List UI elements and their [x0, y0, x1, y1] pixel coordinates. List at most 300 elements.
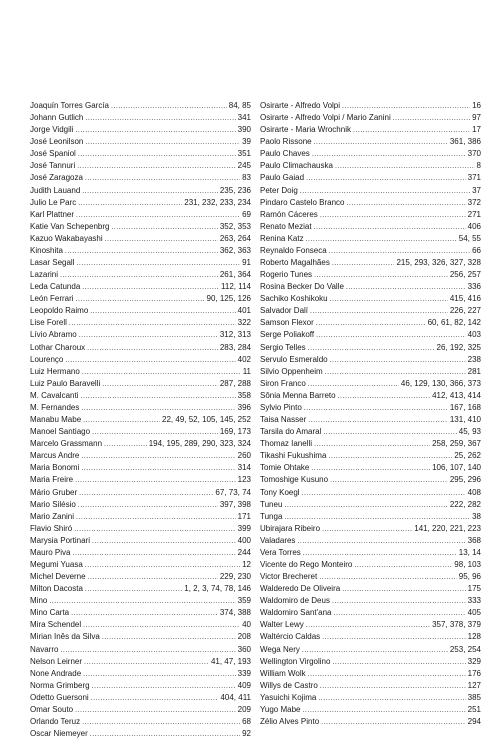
artist-name: Kinoshita	[30, 245, 63, 255]
page-numbers: 235, 236	[219, 185, 251, 195]
page-numbers: 244	[237, 547, 251, 557]
index-entry	[260, 317, 481, 329]
page-numbers: 358	[237, 390, 251, 400]
artist-name: Manoel Santiago	[30, 427, 91, 437]
index-entry	[30, 124, 251, 136]
index-entry	[30, 474, 251, 486]
artist-name: Tarsila do Amaral	[260, 427, 322, 437]
index-entry	[260, 704, 481, 716]
page-numbers: 401	[237, 306, 251, 316]
artist-name: Paulo Gaiad	[260, 173, 305, 183]
artist-name: José Tannuri	[30, 161, 76, 171]
page-numbers: 12	[242, 559, 251, 569]
index-entry	[260, 281, 481, 293]
dot-leader	[328, 451, 452, 462]
page-numbers: 399	[237, 523, 251, 533]
dot-leader	[75, 705, 236, 716]
artist-name: Sachiko Koshikoku	[260, 294, 328, 304]
dot-leader	[311, 463, 430, 474]
page-numbers: 294	[467, 716, 481, 726]
page-numbers: 215, 293, 326, 327, 328	[396, 258, 481, 268]
page-numbers: 314	[237, 463, 251, 473]
artist-name: Mino Carta	[30, 608, 70, 618]
index-entry	[260, 269, 481, 281]
dot-leader	[71, 608, 218, 619]
page-numbers: 84, 85	[228, 101, 251, 110]
page-numbers: 66	[472, 245, 481, 255]
index-entry	[260, 233, 481, 245]
index-entry	[30, 209, 251, 221]
index-entry	[30, 438, 251, 450]
dot-leader	[102, 632, 236, 643]
index-entry	[30, 233, 251, 245]
dot-leader	[308, 669, 466, 680]
index-entry	[260, 462, 481, 474]
page-numbers: 361, 386	[449, 137, 481, 147]
artist-name: Roberto Magalhães	[260, 258, 330, 268]
dot-leader	[82, 367, 241, 378]
dot-leader	[82, 717, 240, 728]
page-numbers: 16	[472, 101, 481, 110]
artist-name: Waldomiro Sant'ana	[260, 608, 332, 618]
artist-name: Zélio Alves Pinto	[260, 716, 320, 726]
artist-name: Ubirajara Ribeiro	[260, 523, 321, 533]
artist-name: Navarro	[30, 644, 59, 654]
index-entry	[260, 378, 481, 390]
page-numbers: 385	[467, 692, 481, 702]
artist-name: Leda Catunda	[30, 282, 81, 292]
dot-leader	[335, 161, 475, 172]
artist-name: Willys de Castro	[260, 680, 318, 690]
index-entry	[260, 559, 481, 571]
index-entry	[260, 680, 481, 692]
dot-leader	[82, 186, 218, 197]
index-entry	[260, 426, 481, 438]
index-entry	[260, 354, 481, 366]
dot-leader	[84, 657, 209, 668]
dot-leader	[320, 210, 466, 221]
artist-name: Tomoshige Kusuno	[260, 475, 329, 485]
page-numbers: 11	[242, 366, 251, 376]
index-entry	[260, 305, 481, 317]
dot-leader	[105, 234, 218, 245]
dot-leader	[72, 548, 235, 559]
index-entry	[30, 414, 251, 426]
index-entry	[260, 402, 481, 414]
dot-leader	[91, 693, 219, 704]
artist-name: Servulo Esmeraldo	[260, 354, 328, 364]
artist-name: Marcelo Grassmann	[30, 439, 103, 449]
page-numbers: 123	[237, 475, 251, 485]
dot-leader	[321, 717, 466, 728]
index-entry	[260, 450, 481, 462]
dot-leader	[65, 246, 218, 257]
dot-leader	[308, 415, 448, 426]
artist-name: Osirarte - Alfredo Volpi / Mario Zanini	[260, 113, 391, 123]
index-entry	[30, 595, 251, 607]
dot-leader	[316, 330, 466, 341]
index-entry	[30, 281, 251, 293]
index-entry	[30, 547, 251, 559]
dot-leader	[87, 343, 218, 354]
artist-name: Vicente do Rego Monteiro	[260, 559, 353, 569]
dot-leader	[302, 488, 466, 499]
index-entry	[260, 124, 481, 136]
artist-name: Kazuo Wakabayashi	[30, 233, 103, 243]
index-entry	[260, 595, 481, 607]
page-numbers: 360	[237, 644, 251, 654]
dot-leader	[332, 596, 466, 607]
page-numbers: 54, 55	[458, 233, 481, 243]
page-numbers: 406	[467, 221, 481, 231]
dot-leader	[300, 186, 470, 197]
index-entry	[260, 644, 481, 656]
page-numbers: 40	[242, 620, 251, 630]
artist-name: Omar Souto	[30, 704, 74, 714]
page-numbers: 415, 416	[449, 294, 481, 304]
page-numbers: 372	[467, 197, 481, 207]
index-entry	[30, 668, 251, 680]
page-numbers: 22, 49, 52, 105, 145, 252	[162, 415, 251, 425]
dot-leader	[75, 125, 235, 136]
dot-leader	[85, 584, 182, 595]
index-entry	[30, 487, 251, 499]
page-numbers: 362, 363	[219, 245, 251, 255]
artist-name: Yasuichi Kojima	[260, 692, 317, 702]
index-entry	[260, 197, 481, 209]
index-entry	[30, 305, 251, 317]
dot-leader	[81, 403, 235, 414]
dot-leader	[90, 306, 235, 317]
dot-leader	[354, 560, 452, 571]
artist-name: Mira Schendel	[30, 620, 82, 630]
page-numbers: 336	[467, 282, 481, 292]
page-numbers: 329	[467, 656, 481, 666]
artist-name: Lise Forell	[30, 318, 67, 328]
index-entry	[30, 185, 251, 197]
artist-name: M. Cavalcanti	[30, 390, 79, 400]
page-numbers: 253, 254	[449, 644, 481, 654]
page-numbers: 208	[237, 632, 251, 642]
index-entry	[30, 197, 251, 209]
artist-name: Lothar Charoux	[30, 342, 86, 352]
artist-name: Wega Nery	[260, 644, 300, 654]
dot-leader	[329, 246, 470, 257]
page-numbers: 251	[467, 704, 481, 714]
dot-leader	[83, 415, 160, 426]
index-entry	[260, 414, 481, 426]
page-numbers: 69	[242, 209, 251, 219]
dot-leader	[69, 318, 236, 329]
artist-name: Renina Katz	[260, 233, 304, 243]
page-numbers: 98, 103	[454, 559, 481, 569]
dot-leader	[312, 149, 466, 160]
dot-leader	[338, 391, 430, 402]
page-numbers: 83	[242, 173, 251, 183]
artist-name: Walter Lewy	[260, 620, 304, 630]
index-entry	[30, 402, 251, 414]
artist-name: Lourenço	[30, 354, 64, 364]
artist-name: Victor Brecheret	[260, 572, 318, 582]
index-entry	[30, 499, 251, 511]
index-entry	[30, 656, 251, 668]
artist-name: Mario Zanini	[30, 511, 75, 521]
artist-name: Nelson Leirner	[30, 656, 83, 666]
artist-name: Paulo Climachauska	[260, 161, 333, 171]
index-entry	[30, 221, 251, 233]
dot-leader	[306, 620, 430, 631]
artist-name: Marcus Andre	[30, 451, 80, 461]
artist-name: Maria Bonomi	[30, 463, 80, 473]
artist-name: Renato Meziat	[260, 221, 312, 231]
artist-name: José Zaragoza	[30, 173, 83, 183]
dot-leader	[78, 500, 218, 511]
page-numbers: 287, 288	[219, 378, 251, 388]
page-numbers: 8	[476, 161, 481, 171]
page-numbers: 67, 73, 74	[215, 487, 251, 497]
index-entry	[260, 136, 481, 148]
page-numbers: 128	[467, 632, 481, 642]
page-numbers: 38	[472, 511, 481, 521]
page-numbers: 412, 413, 414	[432, 390, 481, 400]
index-entry	[30, 317, 251, 329]
artist-name: Joaquín Torres García	[30, 101, 110, 110]
index-entry	[260, 438, 481, 450]
artist-name: Peter Doig	[260, 185, 298, 195]
dot-leader	[314, 222, 466, 233]
index-entry	[260, 209, 481, 221]
index-entry	[30, 523, 251, 535]
dot-leader	[76, 294, 205, 305]
page-numbers: 37	[472, 185, 481, 195]
index-entry	[260, 571, 481, 583]
page-numbers: 368	[467, 535, 481, 545]
page-numbers: 333	[467, 596, 481, 606]
dot-leader	[330, 294, 448, 305]
page-numbers: 402	[237, 354, 251, 364]
dot-leader	[325, 367, 466, 378]
page-numbers: 374, 388	[219, 608, 251, 618]
artist-name: Katie Van Schepenbrg	[30, 221, 110, 231]
page-numbers: 260	[237, 451, 251, 461]
dot-leader	[83, 620, 240, 631]
artist-name: Sylvio Pinto	[260, 402, 302, 412]
index-entry	[260, 172, 481, 184]
index-entry	[260, 148, 481, 160]
page-numbers: 45, 93	[458, 427, 481, 437]
artist-name: Michel Deverne	[30, 572, 86, 582]
dot-leader	[393, 113, 470, 124]
index-entry	[30, 704, 251, 716]
artist-name: Tikashi Fukushima	[260, 451, 327, 461]
page-numbers: 370	[467, 149, 481, 159]
dot-leader	[102, 379, 218, 390]
dot-leader	[319, 572, 457, 583]
index-entry	[260, 692, 481, 704]
page-numbers: 397, 398	[219, 499, 251, 509]
index-entry	[30, 293, 251, 305]
index-entry	[260, 523, 481, 535]
artist-name: Reynaldo Fonseca	[260, 245, 327, 255]
index-entry	[260, 668, 481, 680]
page-numbers: 404, 411	[220, 692, 251, 702]
index-entry	[30, 378, 251, 390]
artist-name: José Spaniol	[30, 149, 76, 159]
page-numbers: 13, 14	[458, 547, 481, 557]
artist-name: Luiz Hermano	[30, 366, 80, 376]
artist-name: Wellington Virgolino	[260, 656, 331, 666]
index-entry	[260, 221, 481, 233]
page-numbers: 92	[242, 729, 251, 739]
index-entry	[260, 329, 481, 341]
page-numbers: 169, 173	[219, 427, 251, 437]
page-numbers: 127	[467, 680, 481, 690]
dot-leader	[79, 330, 218, 341]
artist-name: Tunga	[260, 511, 283, 521]
page-numbers: 341	[237, 113, 251, 123]
dot-leader	[85, 560, 240, 571]
page-numbers: 41, 47, 193	[210, 656, 251, 666]
index-entry	[260, 547, 481, 559]
index-entry	[30, 680, 251, 692]
index-entry	[260, 607, 481, 619]
page-numbers: 175	[467, 584, 481, 594]
dot-leader	[306, 234, 457, 245]
page-numbers: 90, 125, 126	[206, 294, 251, 304]
index-entry	[30, 112, 251, 124]
artist-name: Ramón Cáceres	[260, 209, 318, 219]
artist-name: Mário Gruber	[30, 487, 78, 497]
page-numbers: 97	[472, 113, 481, 123]
index-entry	[30, 559, 251, 571]
page-numbers: 263, 264	[219, 233, 251, 243]
page-numbers: 371	[467, 173, 481, 183]
dot-leader	[104, 439, 147, 450]
artist-name: Waldomiro de Deus	[260, 596, 330, 606]
dot-leader	[334, 608, 466, 619]
dot-leader	[111, 101, 227, 112]
index-entry	[30, 269, 251, 281]
dot-leader	[78, 198, 182, 209]
index-entry	[260, 257, 481, 269]
dot-leader	[85, 113, 235, 124]
artist-name: Paulo Chaves	[260, 149, 310, 159]
index-entry	[30, 100, 251, 112]
index-entry	[260, 631, 481, 643]
index-entry	[260, 487, 481, 499]
dot-leader	[60, 645, 235, 656]
artist-name: Silvio Oppenheim	[260, 366, 323, 376]
dot-leader	[92, 536, 236, 547]
index-entry	[30, 148, 251, 160]
page-numbers: 283, 284	[219, 342, 251, 352]
index-entry	[260, 342, 481, 354]
index-entry	[30, 366, 251, 378]
dot-leader	[302, 645, 448, 656]
page-numbers: 261, 364	[219, 270, 251, 280]
page-numbers: 312, 313	[219, 330, 251, 340]
page-numbers: 352, 353	[219, 221, 251, 231]
index-entry	[30, 511, 251, 523]
dot-leader	[76, 512, 236, 523]
dot-leader	[81, 451, 235, 462]
dot-leader	[60, 270, 218, 281]
page-numbers: 46, 129, 130, 366, 373	[400, 378, 481, 388]
dot-leader	[318, 693, 465, 704]
dot-leader	[297, 536, 465, 547]
page-numbers: 95, 96	[458, 572, 481, 582]
dot-leader	[111, 222, 217, 233]
page-numbers: 167, 168	[449, 402, 481, 412]
dot-leader	[78, 149, 236, 160]
index-entry	[30, 172, 251, 184]
dot-leader	[49, 596, 235, 607]
artist-name: Paolo Rissone	[260, 137, 312, 147]
dot-leader	[77, 161, 235, 172]
page-numbers: 245	[237, 161, 251, 171]
artist-name: Pindaro Castelo Branco	[260, 197, 345, 207]
index-entry	[30, 644, 251, 656]
page-numbers: 25, 262	[454, 451, 481, 461]
page-numbers: 141, 220, 221, 223	[414, 523, 481, 533]
dot-leader	[308, 343, 435, 354]
index-entry	[30, 342, 251, 354]
page-numbers: 271	[467, 209, 481, 219]
artist-name: Leopoldo Raimo	[30, 306, 89, 316]
artist-name: Mirian Inês da Silva	[30, 632, 100, 642]
index-entry	[30, 450, 251, 462]
dot-leader	[90, 729, 240, 740]
page-numbers: 112, 114	[221, 282, 251, 292]
dot-leader	[92, 681, 236, 692]
artist-name: Tony Koegl	[260, 487, 300, 497]
artist-name: Salvador Dalí	[260, 306, 309, 316]
index-entry	[30, 692, 251, 704]
page-numbers: 258, 259, 367	[432, 439, 481, 449]
page-numbers: 194, 195, 289, 290, 323, 324	[148, 439, 251, 449]
dot-leader	[306, 173, 466, 184]
artist-name: Taisa Nasser	[260, 415, 307, 425]
dot-leader	[322, 524, 412, 535]
dot-leader	[76, 258, 240, 269]
artist-name: Thomaz Ianelli	[260, 439, 313, 449]
page-numbers: 231, 232, 233, 234	[184, 197, 251, 207]
index-entry	[260, 112, 481, 124]
dot-leader	[83, 669, 235, 680]
page-numbers: 409	[237, 680, 251, 690]
artist-name: Manabu Mabe	[30, 415, 82, 425]
dot-leader	[314, 439, 430, 450]
dot-leader	[284, 512, 470, 523]
page-numbers: 26, 192, 325	[436, 342, 481, 352]
dot-leader	[65, 355, 235, 366]
index-entry	[260, 535, 481, 547]
artist-name: Marysia Portinari	[30, 535, 91, 545]
dot-leader	[347, 198, 466, 209]
artist-name: Tuneu	[260, 499, 283, 509]
dot-leader	[316, 318, 426, 329]
dot-leader	[82, 282, 219, 293]
dot-leader	[85, 137, 240, 148]
dot-leader	[304, 403, 448, 414]
artist-name: Valadares	[260, 535, 296, 545]
index-entry	[260, 716, 481, 728]
page-numbers: 229, 230	[219, 572, 251, 582]
dot-leader	[322, 632, 465, 643]
page-numbers: 60, 61, 82, 142	[427, 318, 481, 328]
artist-name: Yugo Mabe	[260, 704, 301, 714]
page-numbers: 39	[242, 137, 251, 147]
